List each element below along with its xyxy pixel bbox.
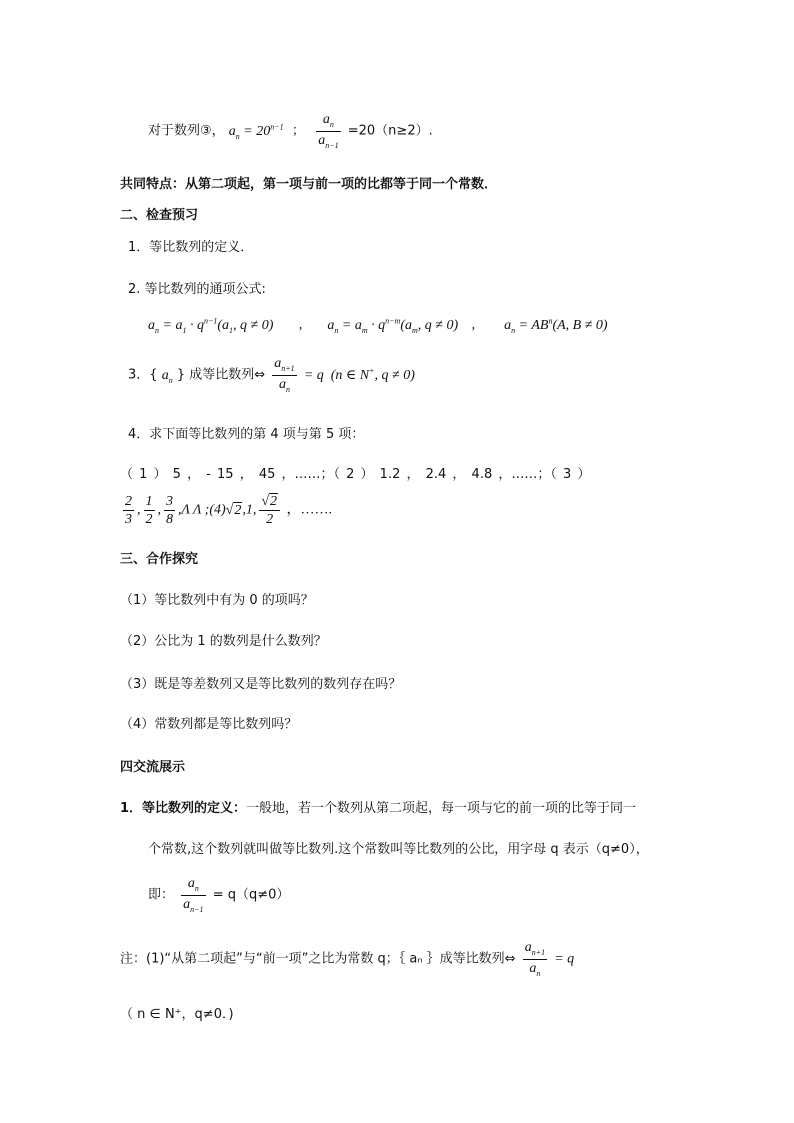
question-4: （4）常数列都是等比数列吗？ xyxy=(120,717,298,732)
seq3-tail: ,Λ Λ ;(4) xyxy=(178,502,226,518)
formula-1: $a_n = a_1 \cdot q^{n-1}(a_1$, q ≠ 0) xyxy=(148,316,274,335)
frac-3-8: $\frac{3}{8}$ xyxy=(166,493,173,527)
definition-fraction: $\frac{a_n}{a_{n-1}}$ xyxy=(183,876,204,914)
seq3-fraction: $\frac{a_n}{a_{n-1}}$ xyxy=(318,112,339,150)
seq3-sep: ； xyxy=(287,123,310,139)
section2-title: 二、检查预习 xyxy=(120,208,199,223)
question-2: （2）公比为 1 的数列是什么数列？ xyxy=(120,634,327,649)
formula-3: $a_n = AB^n(A$, B ≠ 0) xyxy=(504,316,608,335)
sequences-ending: ，……. xyxy=(286,502,333,518)
frac-1-2: $\frac{1}{2}$ xyxy=(145,493,153,527)
sequences-line2: $\frac{2}{3}$ , $\frac{1}{2}$ , $\frac{3}{8}$ ,Λ Λ ;(4)√2,1, $\frac{√2}{2}$ ，……. xyxy=(125,493,333,528)
note-line2: （ n ∈ N⁺，q≠0．) xyxy=(120,1007,234,1022)
sqrt2-a: √2 xyxy=(225,502,242,518)
common-feature: 共同特点：从第二项起，第一项与前一项的比都等于同一个常数． xyxy=(120,177,498,192)
note-tail: = q xyxy=(554,951,575,967)
section3-title: 三、合作探究 xyxy=(120,552,199,567)
definition-line1 xyxy=(120,797,636,816)
definition-line2: 个常数,这个数列就叫做等比数列.这个常数叫等比数列的公比，用字母 q 表示（q≠0）， xyxy=(148,842,649,857)
definition-text1: 一般地，若一个数列从第二项起，每一项与它的前一项的比等于同一 xyxy=(246,801,637,816)
item4: 4．求下面等比数列的第 4 项与第 5 项： xyxy=(128,427,365,442)
definition-ji: 即： xyxy=(148,887,175,903)
note-fraction: $\frac{a_{n+1}}{a_n}$ xyxy=(524,940,546,978)
note-line1 xyxy=(120,940,574,978)
formula-2: $a_n = a_m \cdot q^{n-m}(a_m$, q ≠ 0) xyxy=(327,316,459,335)
definition-ji-tail: = q（q≠0） xyxy=(212,887,290,903)
seq3-result: =20（n≥2）. xyxy=(347,123,433,139)
sequences-line1: （ 1 ） 5 ， - 15 ， 45 ，……；（ 2 ） 1.2 ， 2.4 ， 4.8 ，……；（ 3 ） xyxy=(120,467,591,482)
line-seq3 xyxy=(148,112,433,150)
item3-cond: = q (n ∈ N+, q ≠ 0) xyxy=(303,365,415,383)
item3 xyxy=(128,356,415,394)
item1: 1．等比数列的定义． xyxy=(128,240,254,255)
frac-2-3: $\frac{2}{3}$ xyxy=(125,493,132,527)
section4-title: 四交流展示 xyxy=(120,760,186,775)
item2: 2. 等比数列的通项公式: xyxy=(128,282,266,297)
definition-label: 1．等比数列的定义： xyxy=(120,801,247,816)
question-1: （1）等比数列中有为 0 的项吗？ xyxy=(120,593,314,608)
frac-sqrt2-2: $\frac{√2}{2}$ xyxy=(259,493,280,528)
question-3: （3）既是等差数列又是等比数列的数列存在吗？ xyxy=(120,677,402,692)
seq3-formula: $a_n = 20^{n-1}$ xyxy=(228,121,284,141)
note-text1: 注：(1)“从第二项起”与“前一项”之比为常数 q；｛ aₙ ｝成等比数列⇔ xyxy=(120,951,516,967)
item3-prefix: 3．{ $a_n$ } 成等比数列⇔ xyxy=(128,367,266,385)
seq3-prefix: 对于数列③， xyxy=(148,123,225,139)
seq4-mid: ,1, xyxy=(242,502,257,518)
item3-fraction: $\frac{a_{n+1}}{a_n}$ xyxy=(274,356,295,394)
definition-line3 xyxy=(148,876,289,914)
formula-row: $a_n = a_1 \cdot q^{n-1}(a_1$, q ≠ 0) , $a_n = a_m \cdot q^{n-m}(a_m$, q ≠ 0) , $a_n = AB^n(A$, B ≠ 0) xyxy=(148,316,608,335)
